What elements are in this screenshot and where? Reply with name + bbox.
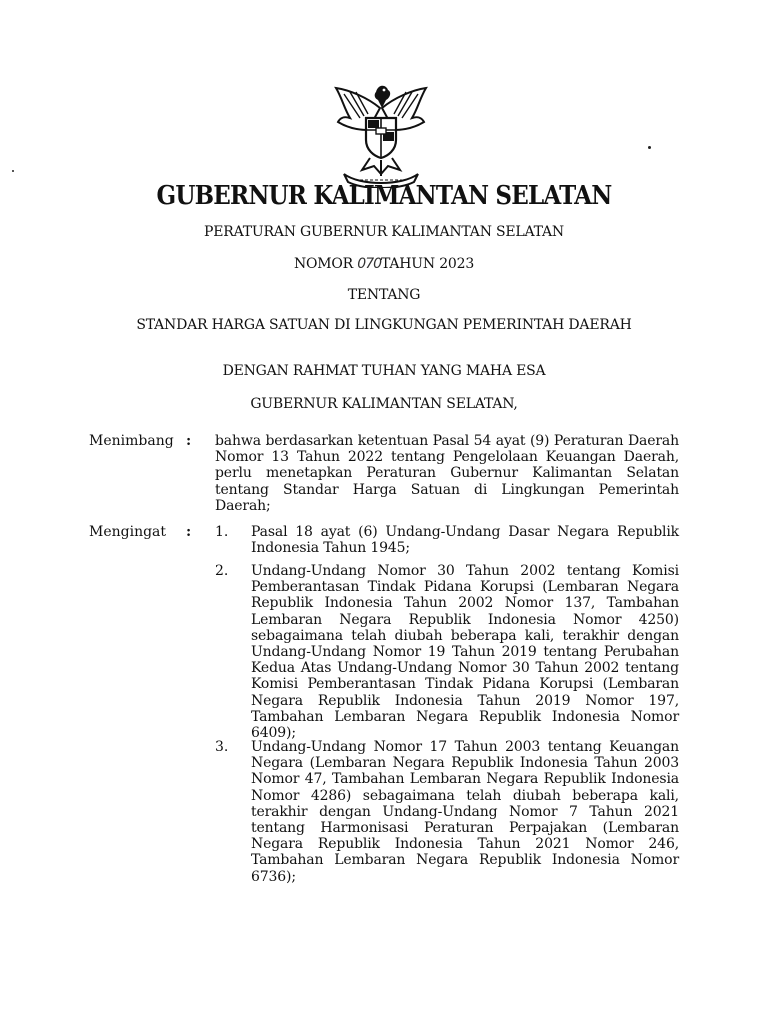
menimbang-text: bahwa berdasarkan ketentuan Pasal 54 ayat (9) Peraturan Daerah Nomor 13 Tahun 2022 tentang Pengelolaan Keuangan Daerah, perlu menetapkan Peraturan Gubernur Kalimantan Selatan tentang Standar Harga Satuan di Lingkungan Pemerintah Daerah;	[215, 433, 679, 514]
regulation-heading: PERATURAN GUBERNUR KALIMANTAN SELATAN	[204, 224, 564, 240]
mengingat-label: Mengingat	[89, 524, 167, 540]
issuer-line: GUBERNUR KALIMANTAN SELATAN,	[250, 396, 518, 412]
menimbang-colon: :	[186, 433, 192, 449]
about-heading: TENTANG	[347, 287, 421, 303]
list-item-text: Pasal 18 ayat (6) Undang-Undang Dasar Negara Republik Indonesia Tahun 1945;	[251, 524, 679, 557]
handwritten-number: 070	[357, 256, 382, 272]
number-suffix: TAHUN 2023	[381, 256, 475, 272]
list-item-text: Undang-Undang Nomor 30 Tahun 2002 tentang Komisi Pemberantasan Tindak Pidana Korupsi (Lembaran Negara Republik Indonesia Tahun 2002 Nomor 137, Tambahan Lembaran Negara Republik Indonesia Nomor 4250) sebagaimana telah diubah beberapa kali, terakhir dengan Undang-Undang Nomor 19 Tahun 2019 tentang Perubahan Kedua Atas Undang-Undang Nomor 30 Tahun 2002 tentang Komisi Pemberantasan Tindak Pidana Korupsi (Lembaran Negara Republik Indonesia Tahun 2019 Nomor 197, Tambahan Lembaran Negara Republik Indonesia Nomor 6409);	[251, 563, 679, 742]
menimbang-label: Menimbang	[89, 433, 174, 449]
page-title: GUBERNUR KALIMANTAN SELATAN	[156, 179, 612, 212]
list-item-number: 2.	[215, 563, 229, 579]
scan-speck	[12, 170, 14, 172]
garuda-emblem-icon	[330, 78, 432, 188]
regulation-number	[0, 256, 768, 272]
subject-heading: STANDAR HARGA SATUAN DI LINGKUNGAN PEMERINTAH DAERAH	[136, 317, 632, 333]
list-item-number: 3.	[215, 739, 229, 755]
list-item-text: Undang-Undang Nomor 17 Tahun 2003 tentang Keuangan Negara (Lembaran Negara Republik Indonesia Tahun 2003 Nomor 47, Tambahan Lembaran Negara Republik Indonesia Nomor 4286) sebagaimana telah diubah beberapa kali, terakhir dengan Undang-Undang Nomor 7 Tahun 2021 tentang Harmonisasi Peraturan Perpajakan (Lembaran Negara Republik Indonesia Tahun 2021 Nomor 246, Tambahan Lembaran Negara Republik Indonesia Nomor 6736);	[251, 739, 679, 885]
list-item-number: 1.	[215, 524, 229, 540]
scan-speck	[648, 146, 651, 149]
number-prefix: NOMOR	[293, 256, 358, 272]
preamble-line: DENGAN RAHMAT TUHAN YANG MAHA ESA	[222, 363, 546, 379]
mengingat-colon: :	[186, 524, 192, 540]
